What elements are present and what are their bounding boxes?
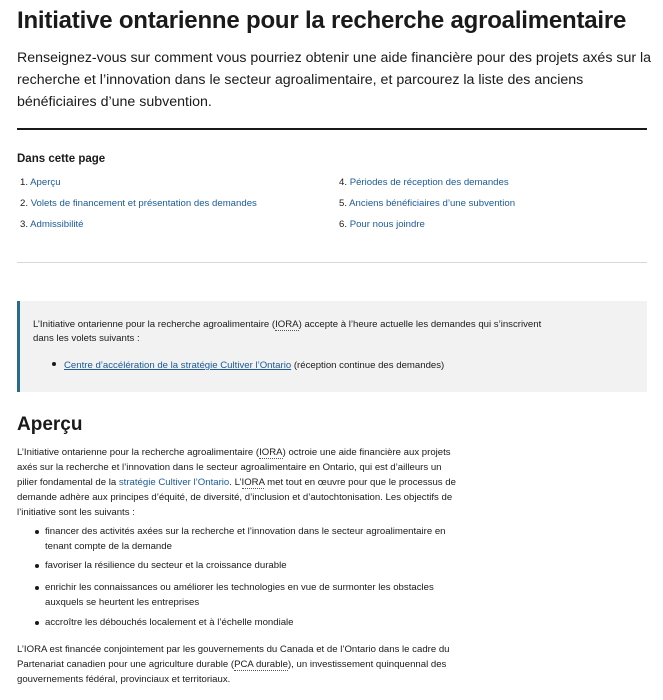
toc-item-periodes [339,176,509,190]
bullet-dot [35,530,39,534]
list-item: financer des activités axées sur la recherche et l’innovation dans le secteur agroalimentaire en tenant compte de la demande [35,524,455,554]
link-strategie-cultiver[interactable]: stratégie Cultiver l’Ontario [118,477,230,488]
toc-item-admissibilite [20,218,83,232]
toc-link-contact[interactable]: Pour nous joindre [349,219,425,230]
toc-item-contact [339,218,425,232]
toc-number: 2. [20,198,29,209]
toc-number: 3. [20,219,29,230]
callout-text: L’Initiative ontarienne pour la recherche agroalimentaire (IORA) accepte à l’heure actuelle les demandes qui s’inscrivent dans les volets suivants : [33,319,542,344]
toc-number: 4. [339,177,348,188]
lead-paragraph: Renseignez-vous sur comment vous pourriez obtenir une aide financière pour des projets axés sur la recherche et l’innovation dans le secteur agroalimentaire, et parcourez la liste des anciens bénéficiaires d’une subvention. [17,50,652,110]
toc-heading: Dans cette page [17,153,106,165]
callout-box [17,301,647,392]
list-item: favoriser la résilience du secteur et la croissance durable [35,558,455,573]
bullet-dot [35,586,39,590]
bullet-dot [35,621,39,625]
list-item: enrichir les connaissances ou améliorer les technologies en vue de surmonter les obstacles auxquels se heurtent les entreprises [35,580,455,610]
toc-link-volets[interactable]: Volets de financement et présentation des demandes [30,198,257,209]
toc-link-admissibilite[interactable]: Admissibilité [30,219,84,230]
toc-link-apercu[interactable]: Aperçu [30,177,61,188]
list-item: accroître les débouchés localement et à l’échelle mondiale [35,615,455,630]
toc-link-periodes[interactable]: Périodes de réception des demandes [349,177,509,188]
abbr-iora: IORA [241,477,265,488]
overview-paragraph-1: L’Initiative ontarienne pour la recherche agroalimentaire (IORA) octroie une aide financière aux projets axés sur la recherche et l’innovation dans le secteur agroalimentaire en Ontario, qui est d’ailleurs un pilier fondamental de la stratégie Cultiver l’Ontario. L’IORA met tout en œuvre pour que le processus de demande adhère aux principes d’équité, de diversité, d’inclusion et d’autochtonisation. Les objectifs de l’initiative sont les suivants : [17,447,456,518]
section-divider [17,128,647,130]
callout-item-suffix: (réception continue des demandes) [291,360,445,371]
callout-list-item [52,359,444,373]
abbr-iora: IORA [259,447,283,458]
bullet-dot [35,564,39,568]
bullet-dot [52,362,56,366]
callout-link-centre[interactable]: Centre d’accélération de la stratégie Cultiver l’Ontario [64,360,292,371]
toc-divider [17,262,647,263]
toc-item-volets [20,197,257,211]
toc-number: 5. [339,198,348,209]
abbr-iora: IORA [275,319,299,330]
overview-paragraph-2: L’IORA est financée conjointement par les gouvernements du Canada et de l’Ontario dans le cadre du Partenariat canadien pour une agriculture durable (PCA durable), un investissement quinquennal des gouvernements fédéral, provinciaux et territoriaux. [17,644,450,685]
abbr-pca: PCA durable [234,659,288,670]
overview-heading: Aperçu [17,414,83,435]
toc-link-anciens[interactable]: Anciens bénéficiaires d’une subvention [349,198,516,209]
toc-item-anciens [339,197,515,211]
toc-item-apercu [20,176,61,190]
toc-number: 6. [339,219,348,230]
page-title: Initiative ontarienne pour la recherche agroalimentaire [17,7,627,34]
toc-number: 1. [20,177,29,188]
